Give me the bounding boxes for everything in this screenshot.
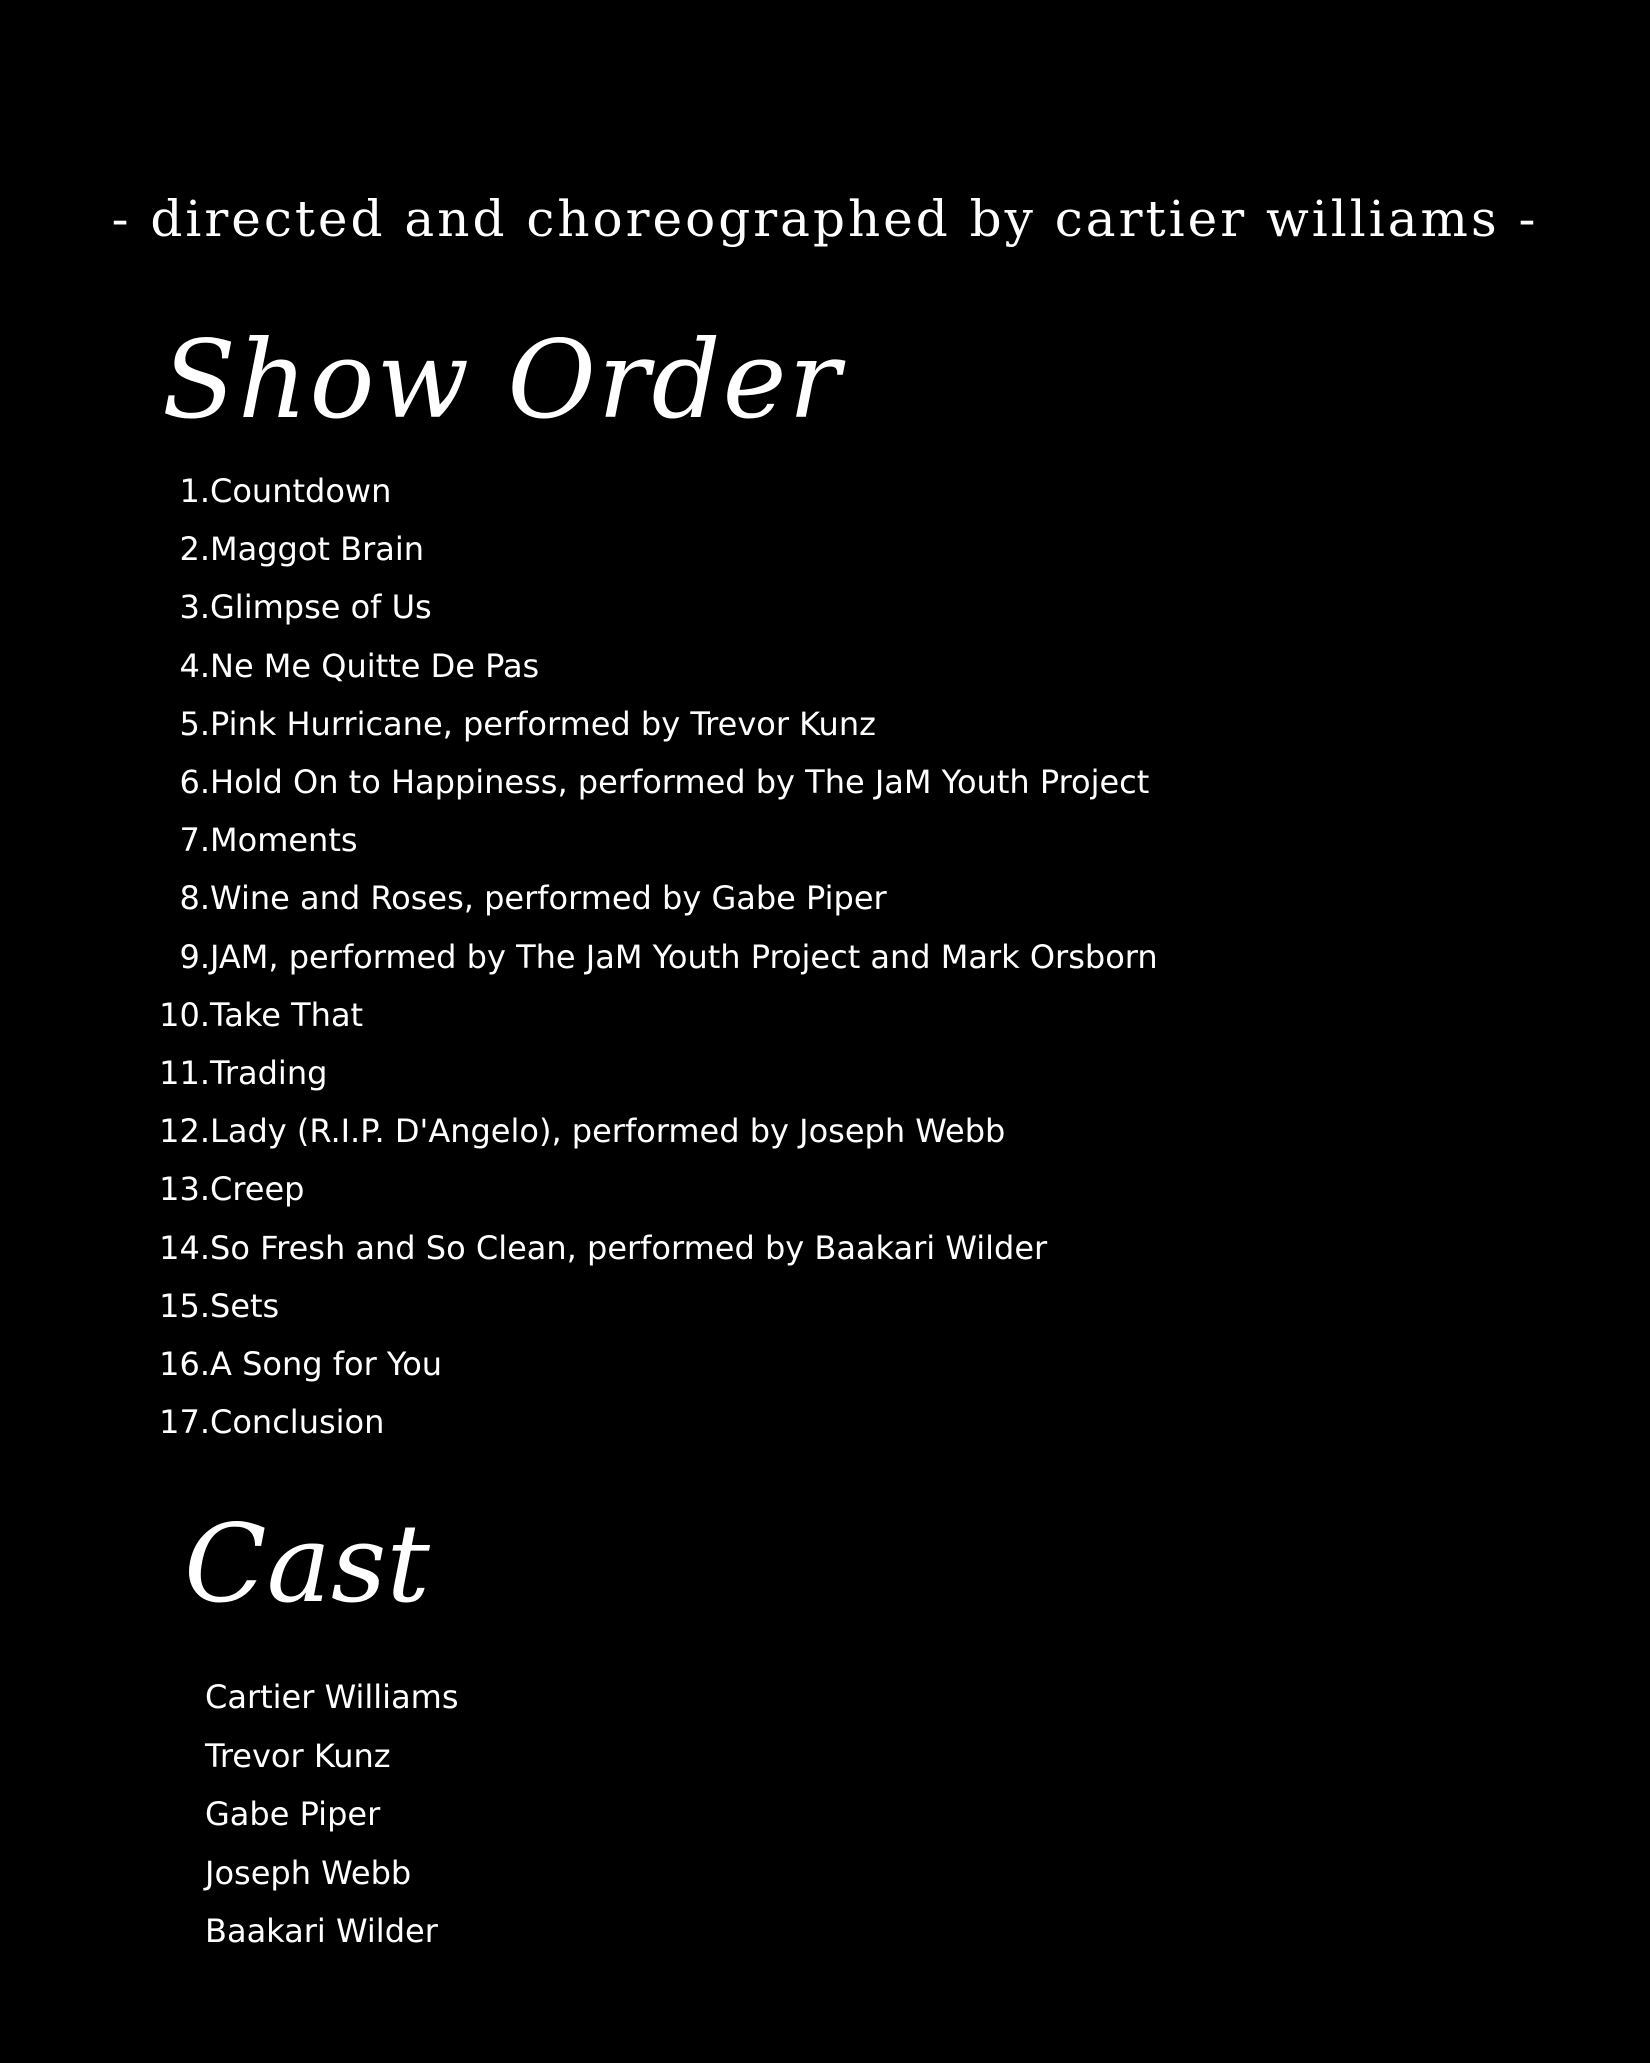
item-number: 15.: [159, 1286, 210, 1325]
item-number: 16.: [159, 1344, 210, 1383]
item-title: Moments: [210, 821, 358, 860]
cast-member: Baakari Wilder: [205, 1912, 438, 1951]
cast-member: Gabe Piper: [205, 1795, 381, 1834]
item-number: 2.: [179, 530, 210, 569]
show-order-item: [150, 1102, 1158, 1160]
show-order-item: [150, 753, 1158, 811]
item-number: 1.: [179, 472, 210, 511]
item-title: Ne Me Quitte De Pas: [210, 646, 540, 685]
item-title: Wine and Roses, performed by Gabe Piper: [210, 879, 887, 918]
show-order-item: [150, 637, 1158, 695]
show-order-item: [150, 520, 1158, 578]
item-title: A Song for You: [210, 1344, 443, 1383]
show-order-item: [150, 578, 1158, 636]
item-title: Hold On to Happiness, performed by The JaM Youth Project: [210, 763, 1150, 802]
item-title: Take That: [210, 995, 364, 1034]
item-number: 11.: [159, 1053, 210, 1092]
item-number: 8.: [179, 879, 210, 918]
director-credit: - directed and choreographed by cartier williams -: [111, 190, 1539, 248]
item-number: 14.: [159, 1228, 210, 1267]
item-title: Creep: [210, 1170, 305, 1209]
item-title: Lady (R.I.P. D'Angelo), performed by Joseph Webb: [210, 1112, 1006, 1151]
cast-list: [205, 1668, 459, 1961]
show-order-list: [150, 462, 1158, 1451]
show-order-item: [150, 869, 1158, 927]
item-title: So Fresh and So Clean, performed by Baakari Wilder: [210, 1228, 1048, 1267]
item-title: Trading: [210, 1053, 328, 1092]
item-title: Sets: [210, 1286, 280, 1325]
item-number: 9.: [179, 937, 210, 976]
show-order-item: [150, 1393, 1158, 1451]
item-number: 17.: [159, 1403, 210, 1442]
item-title: Glimpse of Us: [210, 588, 432, 627]
item-title: JAM, performed by The JaM Youth Project and Mark Orsborn: [210, 937, 1158, 976]
item-number: 3.: [179, 588, 210, 627]
cast-member: Cartier Williams: [205, 1678, 459, 1717]
show-order-item: [150, 1160, 1158, 1218]
show-order-heading: Show Order: [162, 318, 843, 443]
item-number: 10.: [159, 995, 210, 1034]
item-number: 7.: [179, 821, 210, 860]
item-title: Pink Hurricane, performed by Trevor Kunz: [210, 704, 876, 743]
item-title: Maggot Brain: [210, 530, 425, 569]
show-order-item: [150, 928, 1158, 986]
cast-member: Joseph Webb: [205, 1853, 412, 1892]
show-order-item: [150, 811, 1158, 869]
show-order-item: [150, 1335, 1158, 1393]
cast-member: Trevor Kunz: [205, 1736, 391, 1775]
item-title: Countdown: [210, 472, 392, 511]
item-number: 13.: [159, 1170, 210, 1209]
show-order-item: [150, 462, 1158, 520]
item-number: 6.: [179, 763, 210, 802]
item-number: 12.: [159, 1112, 210, 1151]
item-number: 4.: [179, 646, 210, 685]
show-order-item: [150, 695, 1158, 753]
item-number: 5.: [179, 704, 210, 743]
show-order-item: [150, 1277, 1158, 1335]
cast-heading: Cast: [184, 1502, 430, 1627]
show-order-item: [150, 1218, 1158, 1276]
item-title: Conclusion: [210, 1403, 385, 1442]
show-order-item: [150, 1044, 1158, 1102]
show-order-item: [150, 986, 1158, 1044]
